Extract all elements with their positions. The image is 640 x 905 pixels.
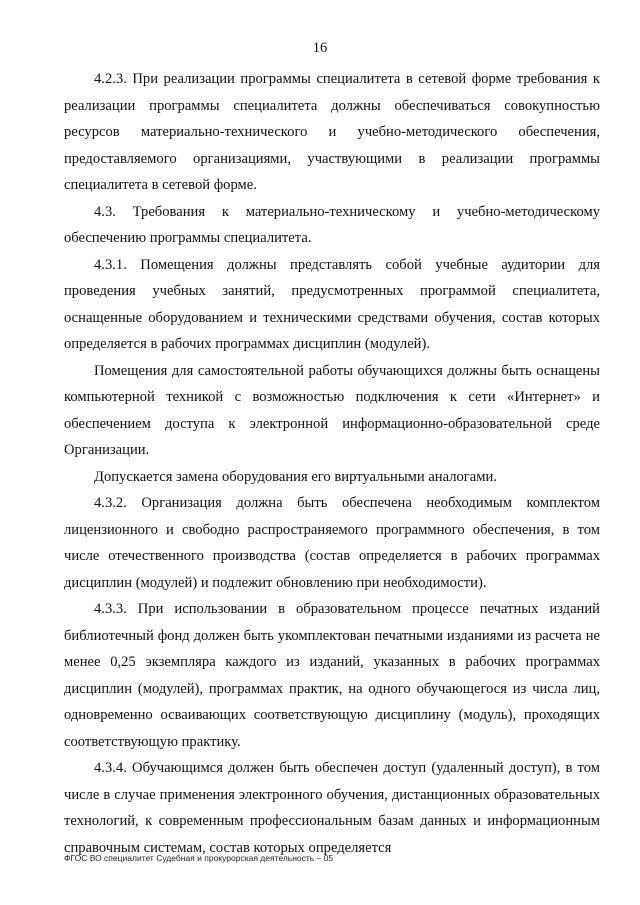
document-body: [64, 66, 600, 861]
page-footer: ФГОС ВО специалитет Судебная и прокурорская деятельность – 05: [64, 853, 334, 863]
paragraph-4-3-2: 4.3.2. Организация должна быть обеспечена необходимым комплектом лицензионного и свободно распространяемого программного обеспечения, в том числе отечественного производства (состав определяется в рабочих программах дисциплин (модулей) и подлежит обновлению при необходимости).: [64, 495, 600, 591]
paragraph-self-study-rooms: Помещения для самостоятельной работы обучающихся должны быть оснащены компьютерной техникой с возможностью подключения к сети «Интернет» и обеспечением доступа к электронной информационно-образовательной среде Организации.: [64, 362, 600, 458]
page-number: 16: [312, 40, 328, 56]
paragraph-4-3-1: 4.3.1. Помещения должны представлять собой учебные аудитории для проведения учебных занятий, предусмотренных программой специалитета, оснащенные оборудованием и техническими средствами обучения, состав которых определяется в рабочих программах дисциплин (модулей).: [64, 256, 600, 352]
paragraph-virtual-analogs: Допускается замена оборудования его виртуальными аналогами.: [94, 468, 497, 485]
paragraph-4-3-3: 4.3.3. При использовании в образовательном процессе печатных изданий библиотечный фонд должен быть укомплектован печатными изданиями из расчета не менее 0,25 экземпляра каждого из изданий, указанных в рабочих программах дисциплин (модулей), программах практик, на одного обучающегося из числа лиц, одновременно осваивающих соответствующую дисциплину (модуль), проходящих соответствующую практику.: [64, 601, 600, 750]
paragraph-4-3-4: 4.3.4. Обучающимся должен быть обеспечен доступ (удаленный доступ), в том числе в случае применения электронного обучения, дистанционных образовательных технологий, к современным профессиональным базам данных и информационным справочным системам, состав которых определяется: [64, 760, 600, 856]
paragraph-4-2-3: 4.2.3. При реализации программы специалитета в сетевой форме требования к реализации программы специалитета должны обеспечиваться совокупностью ресурсов материально-технического и учебно-методического обеспечения, предоставляемого организациями, участвующими в реализации программы специалитета в сетевой форме.: [64, 71, 600, 193]
paragraph-4-3: 4.3. Требования к материально-техническому и учебно-методическому обеспечению программы специалитета.: [64, 203, 600, 246]
